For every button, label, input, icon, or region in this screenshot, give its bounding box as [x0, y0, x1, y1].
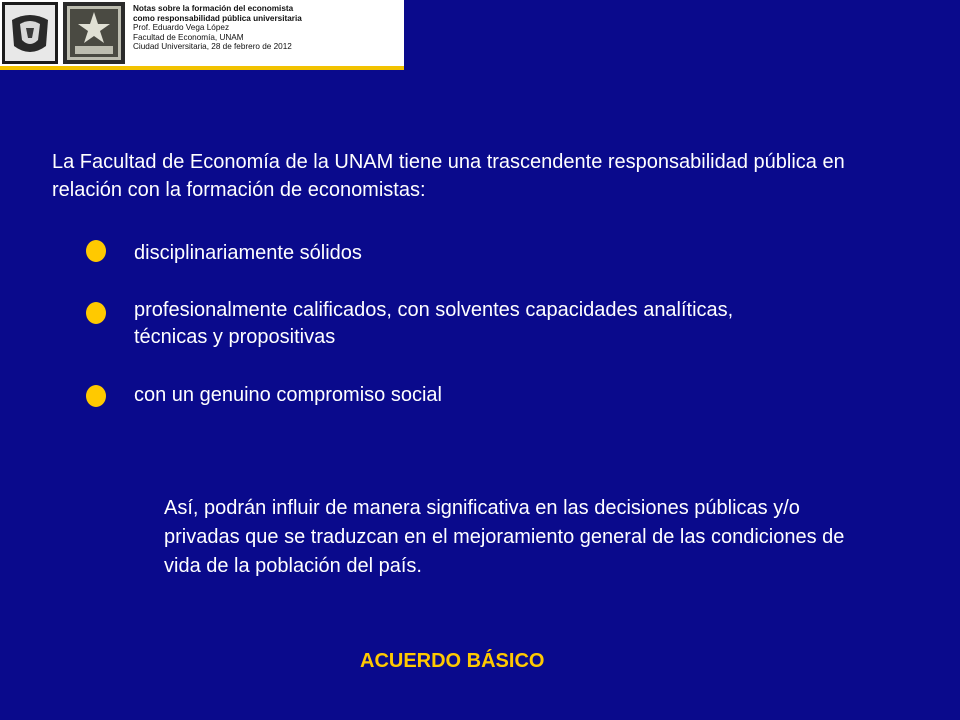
- header-line-3: Prof. Eduardo Vega López: [133, 23, 230, 33]
- header-line-4: Facultad de Economía, UNAM: [133, 32, 244, 42]
- bullet-item-3: con un genuino compromiso social: [134, 384, 442, 406]
- header-divider: [0, 66, 404, 70]
- bullet-item-2: profesionalmente calificados, con solventes capacidades analíticas, técnicas y propositivas: [134, 299, 734, 348]
- header-line-5: Ciudad Universitaria, 28 de febrero de 2012: [133, 42, 292, 52]
- fe-logo: [63, 2, 125, 64]
- unam-logo: [2, 2, 58, 64]
- footer-label: ACUERDO BÁSICO: [360, 650, 545, 672]
- header-line-2: como responsabilidad pública universitaria: [133, 13, 302, 23]
- bullet-item-1: disciplinariamente sólidos: [134, 242, 362, 264]
- header-line-1: Notas sobre la formación del economista: [133, 4, 294, 13]
- closing-paragraph: Así, podrán influir de manera significativa en las decisiones públicas y/o privadas que se traduzcan en el mejoramiento general de las condiciones de vida de la población del país.: [164, 497, 845, 577]
- slide-header: [0, 0, 404, 68]
- bullet-dot-1: [86, 240, 106, 262]
- bullet-dot-3: [86, 385, 106, 407]
- intro-paragraph: La Facultad de Economía de la UNAM tiene una trascendente responsabilidad pública en relación con la formación de economistas:: [52, 151, 845, 201]
- header-text: [133, 4, 403, 52]
- bullet-dot-2: [86, 302, 106, 324]
